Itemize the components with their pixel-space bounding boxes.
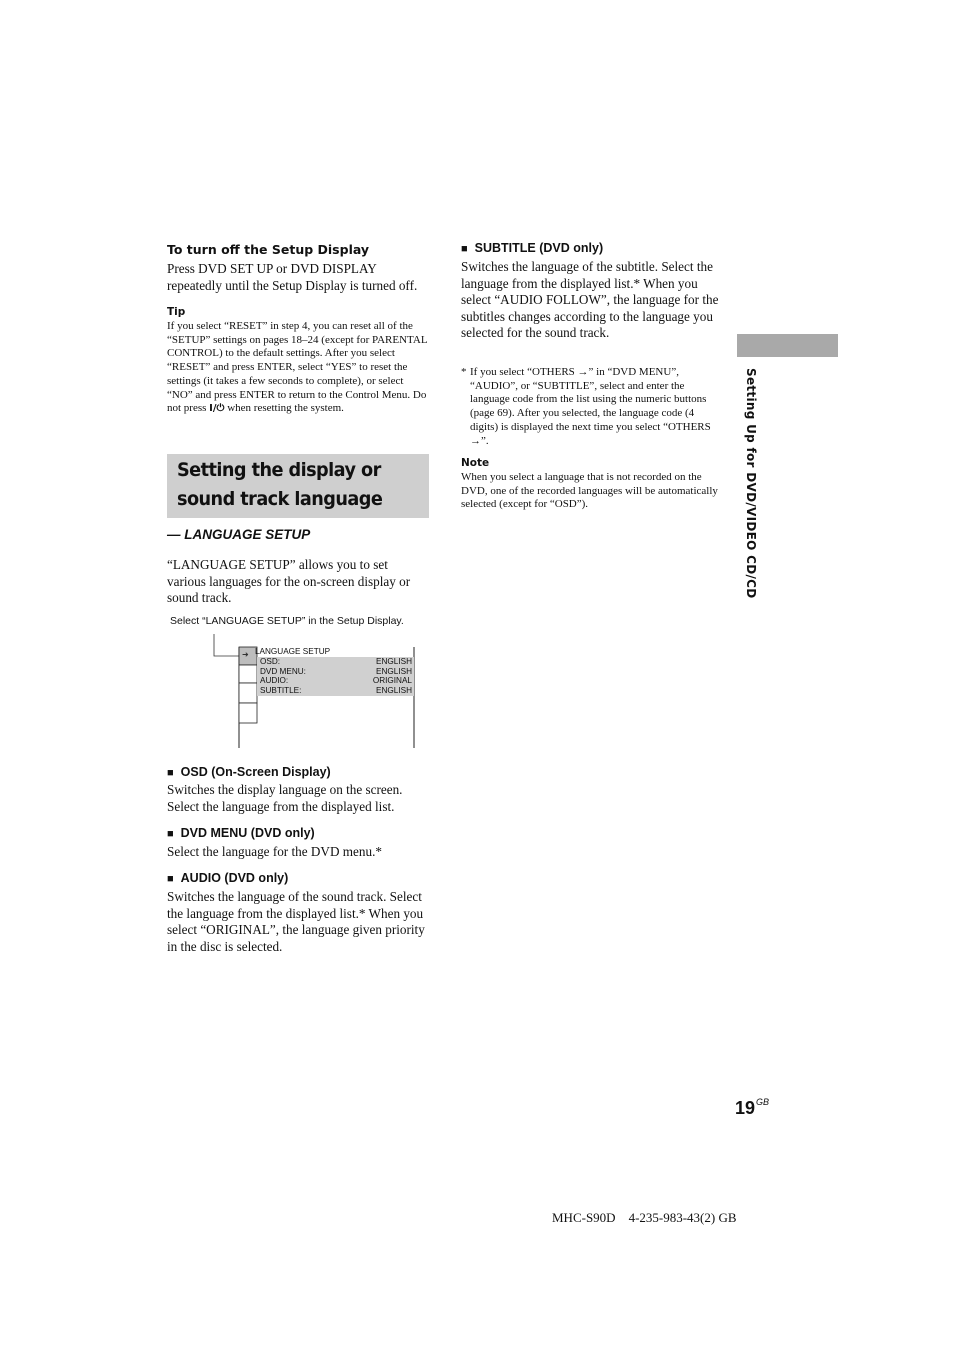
- osd-heading: ■ OSD (On-Screen Display): [167, 765, 331, 779]
- screen-row-subtitle: SUBTITLE: ENGLISH: [260, 685, 412, 695]
- screen-row-osd: OSD: ENGLISH: [260, 657, 412, 666]
- power-icon: I/⏻: [209, 403, 225, 415]
- section-title: Setting the display or sound track language: [177, 459, 383, 510]
- audio-heading: ■ AUDIO (DVD only): [167, 871, 289, 885]
- footnote-body: If you select “OTHERS →” in “DVD MENU”, “AUDIO”, or “SUBTITLE”, select and enter the language code from the list using the numeric buttons (page 69). After you selected, the language code (4 digits) is displayed the next time you select “OTHERS →”.: [470, 366, 711, 447]
- model-code: MHC-S90D 4-235-983-43(2) GB: [552, 1210, 737, 1225]
- arrow-right-icon: ➜: [242, 650, 249, 659]
- tip-body: If you select “RESET” in step 4, you can reset all of the “SETUP” settings on pages 18–24 (except for PARENTAL CONTROL) to the default settings. After you select “RESET” and press ENTER, select “YES” to reset the settings (it takes a few seconds to complete), or select “NO” and press ENTER to return to the Control Menu. Do not press I/⏻ when resetting the system.: [167, 320, 428, 415]
- dvd-menu-body: Select the language for the DVD menu.*: [167, 844, 382, 859]
- screen-row-audio: AUDIO: ORIGINAL: [260, 676, 412, 686]
- osd-body: Switches the display language on the screen. Select the language from the displayed list.: [167, 782, 403, 814]
- page-number: $19^{GB}$: [735, 1097, 770, 1118]
- subtitle-body: Switches the language of the subtitle. Select the language from the displayed list.* When you select “AUDIO FOLLOW”, the language for the subtitles changes according to the language you selected for the sound track.: [461, 259, 719, 340]
- subtitle-heading: ■ SUBTITLE (DVD only): [461, 241, 604, 255]
- turn-off-heading: To turn off the Setup Display: [167, 242, 370, 257]
- section-title-box: [167, 454, 429, 518]
- chapter-tab-label: Setting Up for DVD/VIDEO CD/CD: [744, 368, 758, 599]
- audio-body: Switches the language of the sound track. Select the language from the displayed list.* When you select “ORIGINAL”, the language given priority in the disc is selected.: [167, 889, 425, 954]
- illustration-caption: Select “LANGUAGE SETUP” in the Setup Display.: [170, 615, 404, 627]
- setup-display-illustration: [168, 614, 430, 754]
- intro-text: “LANGUAGE SETUP” allows you to set various languages for the on-screen display or sound track.: [167, 557, 411, 605]
- dvd-menu-heading: ■ DVD MENU (DVD only): [167, 826, 315, 840]
- turn-off-body: Press DVD SET UP or DVD DISPLAY repeatedly until the Setup Display is turned off.: [167, 261, 418, 293]
- screen-title: LANGUAGE SETUP: [255, 647, 331, 656]
- chapter-tab: [737, 334, 838, 357]
- screen-row-dvd-menu: DVD MENU: ENGLISH: [260, 666, 412, 676]
- tip-heading: Tip: [167, 306, 186, 318]
- section-subtitle: — LANGUAGE SETUP: [167, 527, 311, 542]
- footnote-marker: *: [461, 366, 467, 378]
- note-body: When you select a language that is not recorded on the DVD, one of the recorded languages will be automatically selected (except for “OSD”).: [461, 471, 718, 511]
- screen-rows: [260, 657, 412, 695]
- note-heading: Note: [461, 457, 490, 469]
